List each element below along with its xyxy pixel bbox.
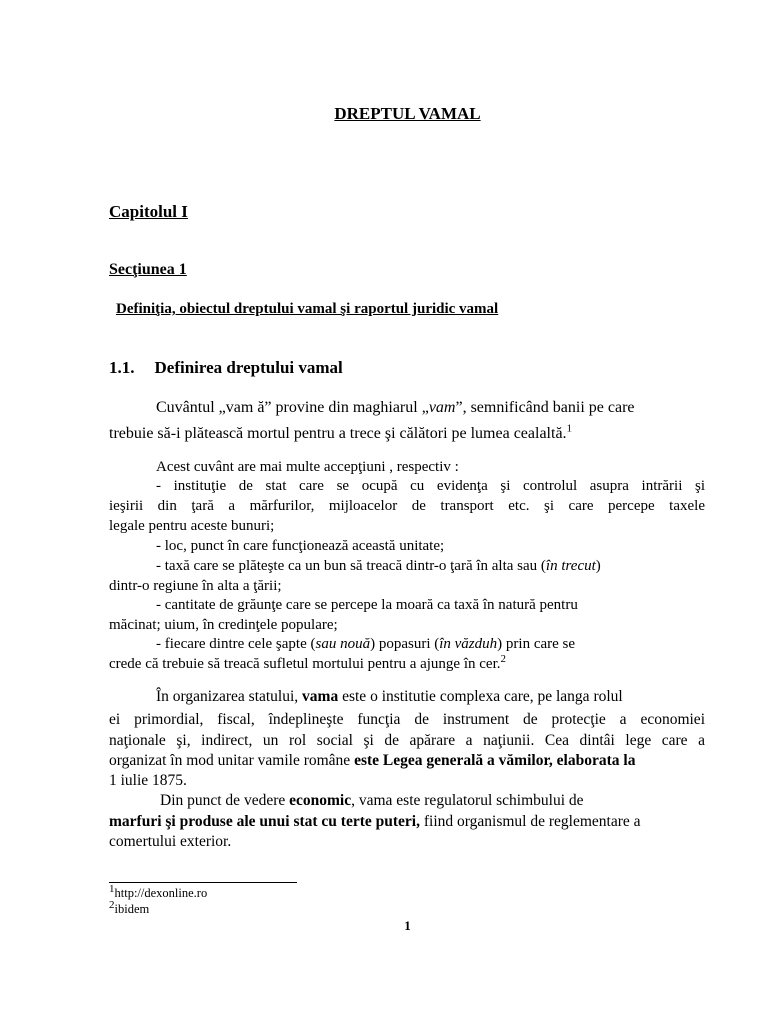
paragraph-3-line-4: organizat în mod unitar vamile române este Legea generală a vămilor, elaborata la xyxy=(109,752,636,769)
footnote-ref-1[interactable]: 1 xyxy=(566,422,573,435)
bullet-1-line-2: ieşirii din ţară a mărfurilor, mijloacelor de transport etc. şi care percepe taxele xyxy=(109,498,705,514)
subsection-number: 1.1. xyxy=(109,358,135,377)
bullet-3-line-1: - taxă care se plăteşte ca un bun să treacă dintr-o ţară în alta sau (în trecut) xyxy=(156,558,601,574)
footnote-separator xyxy=(109,882,297,883)
bullet-2: - loc, punct în care funcţionează această unitate; xyxy=(156,538,445,554)
paragraph-3-line-5: 1 iulie 1875. xyxy=(109,772,187,789)
bullet-4-line-1: - cantitate de grăunţe care se percepe la moară ca taxă în natură pentru xyxy=(156,597,578,613)
page-number: 1 xyxy=(404,918,411,933)
paragraph-1-line-1: Cuvântul „vam ă” provine din maghiarul „vam”, semnificând banii pe care xyxy=(156,399,635,416)
document-title: DREPTUL VAMAL xyxy=(334,104,481,123)
footnote-ref-2[interactable]: 2 xyxy=(500,653,506,665)
paragraph-1-line-2: trebuie să-i plătească mortul pentru a trece şi călători pe lumea cealaltă.$^1$ xyxy=(109,422,573,442)
footnote-1 xyxy=(109,882,208,901)
bullet-1-line-1: - instituţie de stat care se ocupă cu evidenţa şi controlul asupra intrării şi xyxy=(156,478,705,494)
chapter-heading: Capitolul I xyxy=(109,202,188,221)
section-title: Definiţia, obiectul dreptului vamal şi raportul juridic vamal xyxy=(116,301,499,317)
paragraph-4-line-2: marfuri şi produse ale unui stat cu terte puteri, fiind organismul de reglementare a xyxy=(109,813,641,830)
paragraph-2-intro: Acest cuvânt are mai multe accepţiuni , respectiv : xyxy=(156,459,459,475)
bullet-5-line-1: - fiecare dintre cele şapte (sau nouă) popasuri (în văzduh) prin care se xyxy=(156,636,576,652)
bullet-1-line-3: legale pentru aceste bunuri; xyxy=(109,518,275,534)
subsection-title: Definirea dreptului vamal xyxy=(154,358,343,377)
footnote-2: $^2$ibidem xyxy=(109,898,150,916)
bullet-4-line-2: măcinat; uium, în credinţele populare; xyxy=(109,617,338,633)
paragraph-4-line-1: Din punct de vedere economic, vama este regulatorul schimbului de xyxy=(160,792,584,809)
bullet-5-line-2: crede că trebuie să treacă sufletul mortului pentru a ajunge în cer.$^2$ xyxy=(109,653,506,672)
section-heading: Secţiunea 1 xyxy=(109,261,187,278)
paragraph-3-line-1: În organizarea statului, vama este o institutie complexa care, pe langa rolul xyxy=(156,688,623,705)
subsection-heading xyxy=(109,358,343,378)
paragraph-4-line-3: comertului exterior. xyxy=(109,833,232,850)
footnote-2-number: 2 xyxy=(109,898,115,911)
footnote-1-number: 1 xyxy=(109,882,115,895)
footnote-1-link[interactable]: http://dexonline.ro xyxy=(114,886,208,900)
paragraph-3-line-3: naţionale şi, indirect, un rol social şi de apărare a naţiunii. Cea dintâi lege care a xyxy=(109,732,705,749)
bullet-3-line-2: dintr-o regiune în alta a ţării; xyxy=(109,578,282,594)
paragraph-3-line-2: ei primordial, fiscal, îndeplineşte funcţia de instrument de protecţie a economiei xyxy=(109,711,705,728)
